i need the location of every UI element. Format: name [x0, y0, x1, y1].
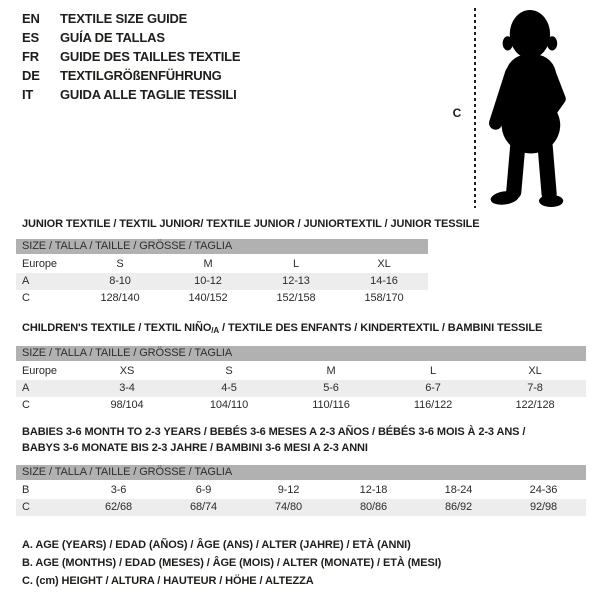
- footnote-legend: [22, 536, 441, 590]
- table-cell: 14-16: [370, 275, 398, 287]
- table-cell: S: [116, 258, 124, 270]
- language-code: IT: [22, 87, 34, 102]
- language-label: GUIDE DES TAILLES TEXTILE: [60, 49, 241, 64]
- title-line-1: BABIES 3-6 MONTH TO 2-3 YEARS / BEBÉS 3-6 MESES A 2-3 AÑOS / BÉBÉS 3-6 MOIS À 2-3 ANS /: [22, 426, 526, 438]
- table-row: [16, 482, 586, 499]
- table-cell: 98/104: [110, 399, 144, 411]
- language-row-fr: [22, 47, 240, 66]
- table-cell: 5-6: [323, 382, 339, 394]
- table-cell: 3-6: [110, 484, 127, 496]
- language-list: [22, 9, 240, 104]
- table-cell: 116/122: [413, 399, 453, 411]
- height-measure-label: C: [452, 106, 462, 120]
- table-cell: 12-18: [359, 484, 388, 496]
- table-cell: L: [292, 258, 300, 270]
- size-header-band: SIZE / TALLA / TAILLE / GRÖSSE / TAGLIA: [16, 239, 428, 254]
- title-subscript: /A: [211, 326, 220, 335]
- table-cell: 18-24: [444, 484, 473, 496]
- table-cell: XL: [377, 258, 391, 270]
- table-cell: 10-12: [194, 275, 222, 287]
- table-cell: 4-5: [221, 382, 237, 394]
- row-label: A: [22, 275, 30, 287]
- language-label: TEXTILGRÖßENFÜHRUNG: [60, 68, 222, 83]
- table-cell: 6-7: [425, 382, 441, 394]
- table-cell: 158/170: [364, 292, 404, 304]
- table-cell: 68/74: [189, 501, 218, 513]
- language-label: TEXTILE SIZE GUIDE: [60, 11, 188, 26]
- table-cell: 122/128: [515, 399, 555, 411]
- footnote-a: A. AGE (YEARS) / EDAD (AÑOS) / ÂGE (ANS) / ALTER (JAHRE) / ETÀ (ANNI): [22, 539, 411, 551]
- table-row: [16, 499, 586, 516]
- junior-size-table: [16, 239, 428, 307]
- babies-table-title: [22, 424, 582, 456]
- language-label: GUÍA DE TALLAS: [60, 30, 165, 45]
- row-label: A: [22, 382, 30, 394]
- table-cell: 86/92: [444, 501, 473, 513]
- table-cell: XL: [528, 365, 542, 377]
- babies-size-table: [16, 465, 586, 516]
- table-cell: 80/86: [359, 501, 388, 513]
- footnote-c: C. (cm) HEIGHT / ALTURA / HAUTEUR / HÖHE / ALTEZZA: [22, 575, 314, 587]
- row-label: C: [22, 501, 30, 513]
- table-row: [16, 290, 428, 307]
- language-code: EN: [22, 11, 40, 26]
- table-cell: 152/158: [276, 292, 316, 304]
- table-row: [16, 273, 428, 290]
- title-text: / TEXTILE DES ENFANTS / KINDERTEXTIL / BAMBINI TESSILE: [219, 322, 543, 334]
- footnote-b: B. AGE (MONTHS) / EDAD (MESES) / ÂGE (MOIS) / ALTER (MONATE) / ETÀ (MESI): [22, 557, 442, 569]
- table-cell: 74/80: [274, 501, 303, 513]
- table-cell: 8-10: [109, 275, 131, 287]
- language-code: DE: [22, 68, 40, 83]
- table-row: [16, 256, 428, 273]
- table-cell: 128/140: [100, 292, 140, 304]
- table-cell: M: [326, 365, 336, 377]
- table-cell: 140/152: [188, 292, 228, 304]
- language-code: FR: [22, 49, 39, 64]
- table-row: [16, 380, 586, 397]
- row-label: C: [22, 399, 30, 411]
- height-measure-line: [474, 8, 476, 208]
- language-row-de: [22, 66, 240, 85]
- row-label: C: [22, 292, 30, 304]
- language-code: ES: [22, 30, 39, 45]
- toddler-silhouette-icon: [486, 6, 590, 208]
- table-cell: 24-36: [529, 484, 558, 496]
- table-cell: 9-12: [277, 484, 300, 496]
- row-label: Europe: [22, 258, 57, 270]
- children-table-title: [22, 320, 542, 339]
- language-row-en: [22, 9, 240, 28]
- title-line-2: BABYS 3-6 MONATE BIS 2-3 JAHRE / BAMBINI 3-6 MESI A 2-3 ANNI: [22, 442, 368, 454]
- table-cell: L: [429, 365, 437, 377]
- table-cell: 3-4: [119, 382, 135, 394]
- title-text: CHILDREN'S TEXTILE / TEXTIL NIÑO: [22, 322, 212, 334]
- row-label: B: [22, 484, 30, 496]
- table-cell: 6-9: [195, 484, 212, 496]
- size-header-band: SIZE / TALLA / TAILLE / GRÖSSE / TAGLIA: [16, 465, 586, 480]
- junior-table-title: JUNIOR TEXTILE / TEXTIL JUNIOR/ TEXTILE JUNIOR / JUNIORTEXTIL / JUNIOR TESSILE: [22, 218, 480, 230]
- children-size-table: [16, 346, 586, 414]
- table-cell: 62/68: [104, 501, 133, 513]
- table-cell: 110/116: [312, 399, 350, 411]
- language-row-it: [22, 85, 240, 104]
- table-cell: S: [225, 365, 233, 377]
- size-header-band: SIZE / TALLA / TAILLE / GRÖSSE / TAGLIA: [16, 346, 586, 361]
- language-row-es: [22, 28, 240, 47]
- table-cell: 12-13: [282, 275, 310, 287]
- row-label: Europe: [22, 365, 57, 377]
- table-row: [16, 397, 586, 414]
- table-cell: 7-8: [527, 382, 543, 394]
- table-cell: XS: [119, 365, 135, 377]
- language-label: GUIDA ALLE TAGLIE TESSILI: [60, 87, 237, 102]
- table-cell: M: [203, 258, 213, 270]
- table-cell: 104/110: [209, 399, 249, 411]
- table-cell: 92/98: [529, 501, 558, 513]
- table-row: [16, 363, 586, 380]
